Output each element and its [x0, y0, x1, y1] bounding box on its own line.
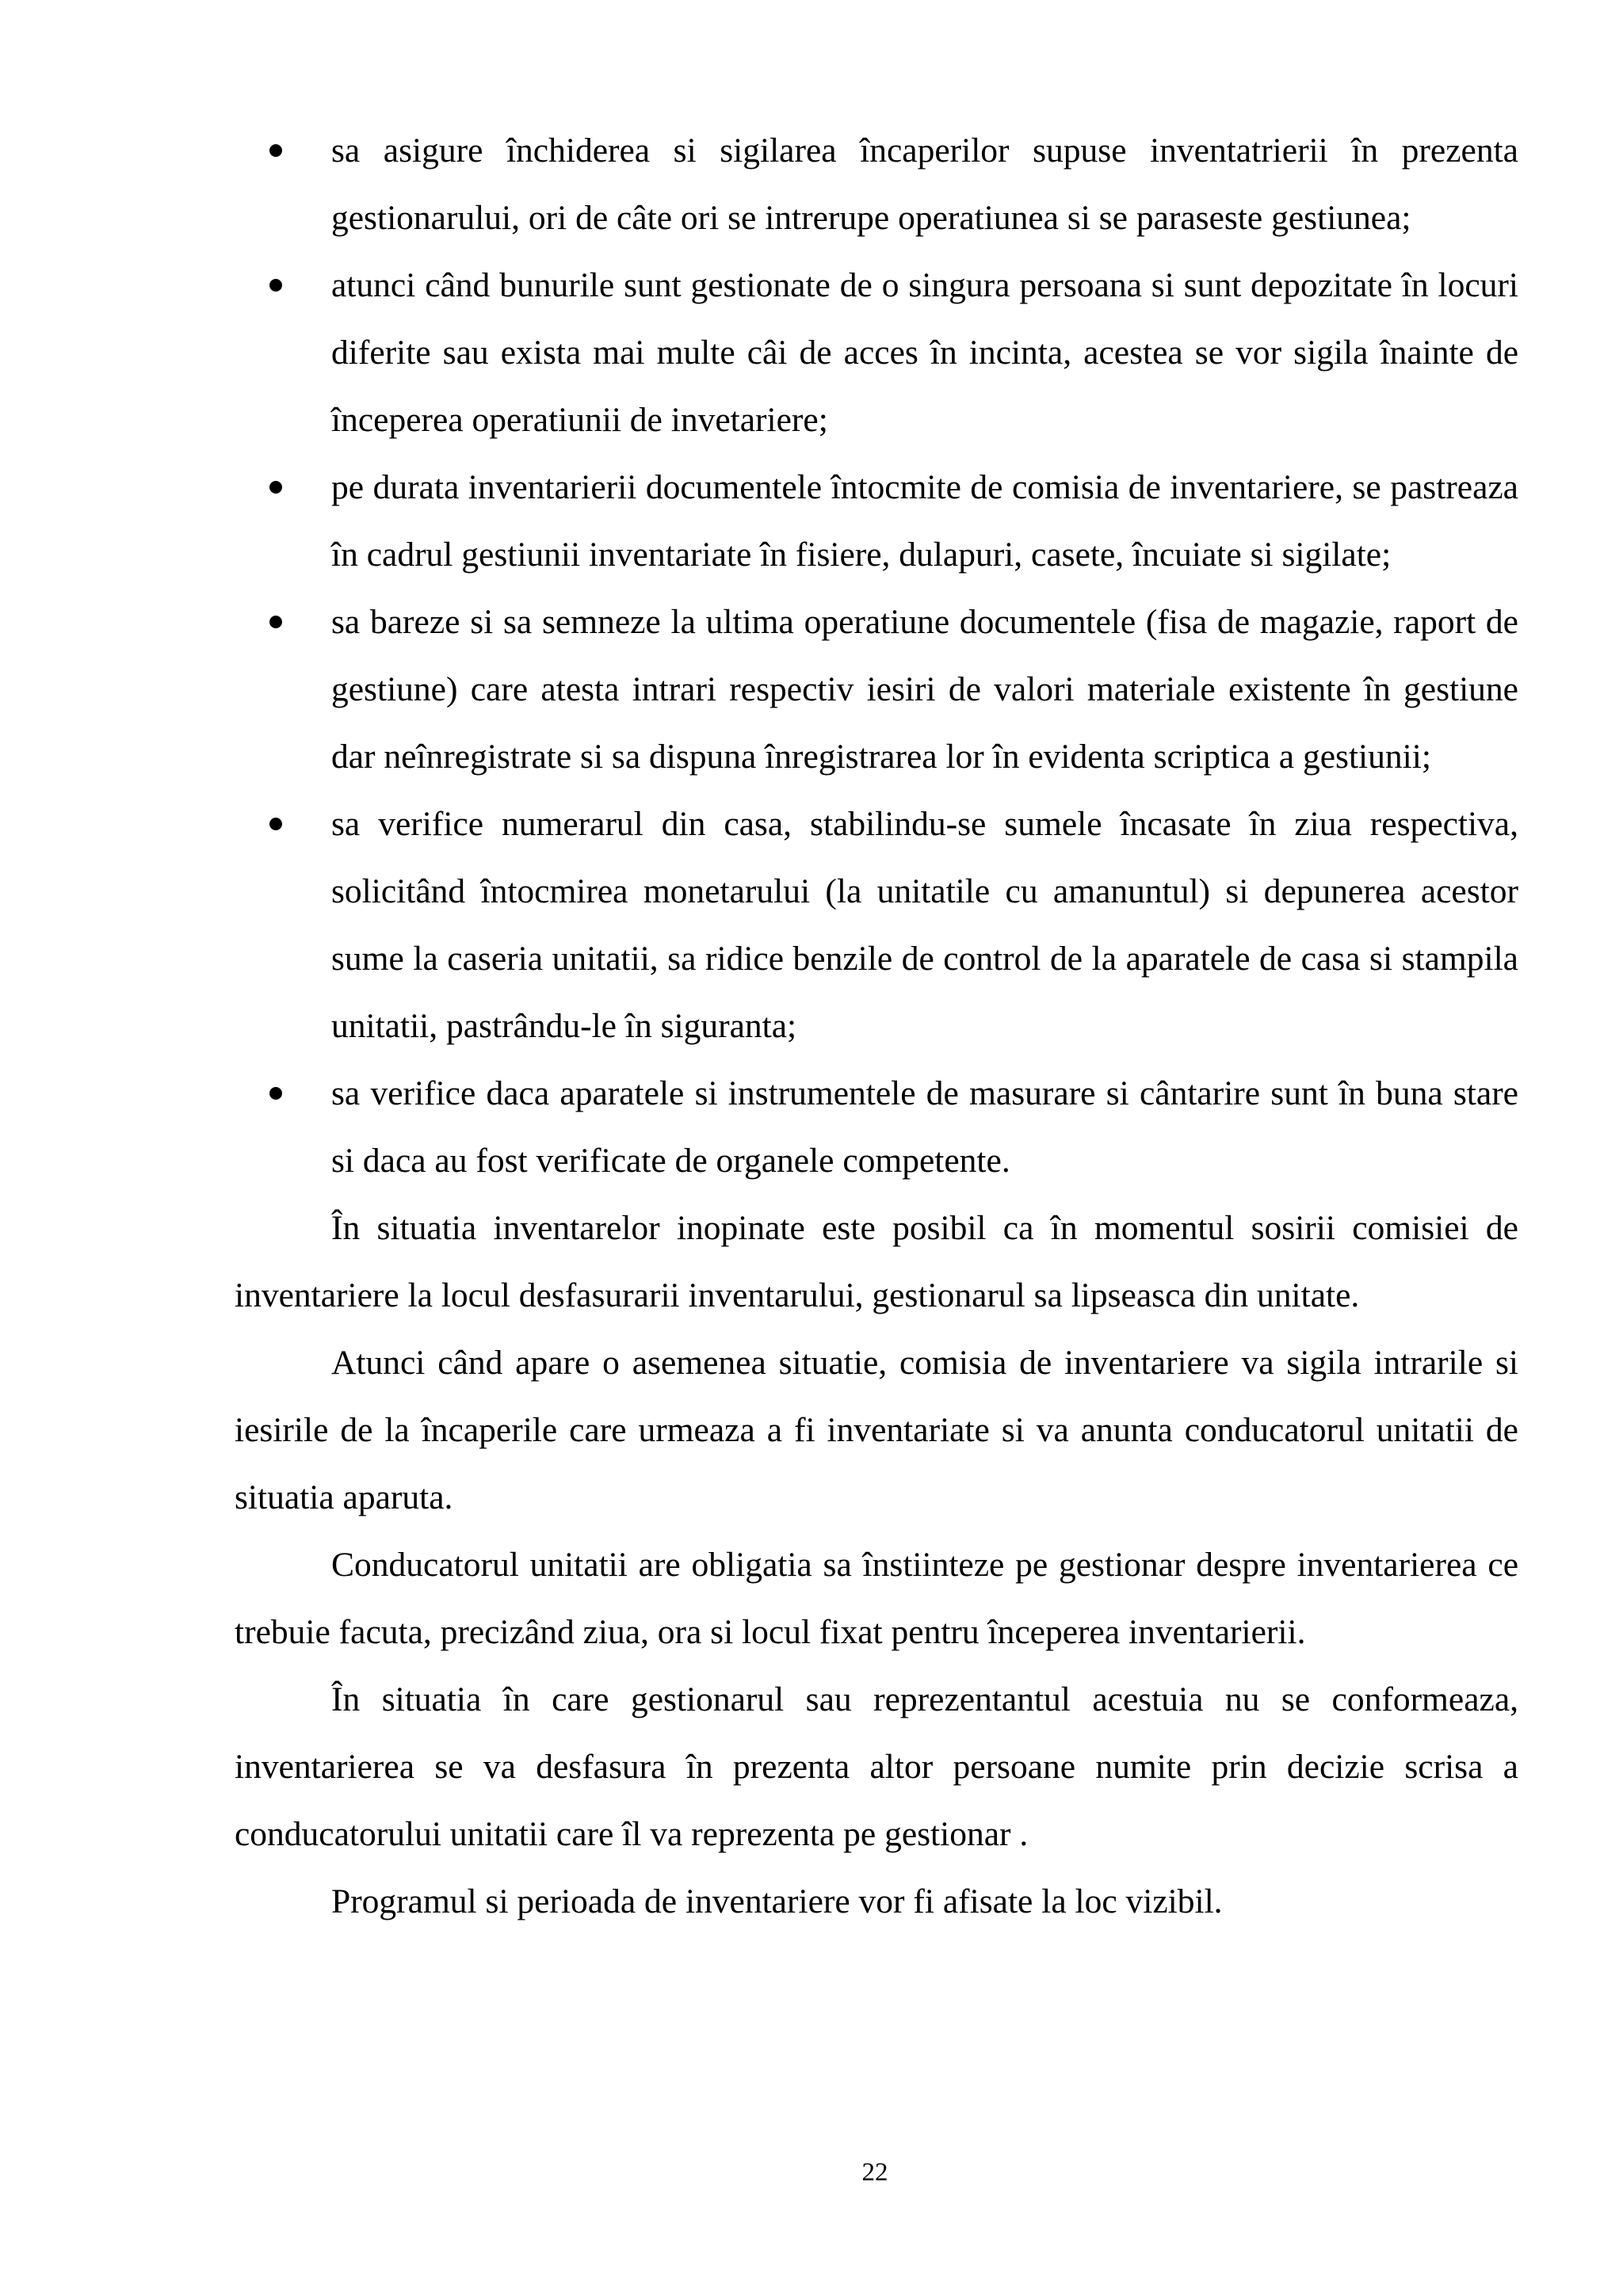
paragraph: În situatia inventarelor inopinate este posibil ca în momentul sosirii comisiei de inventariere la locul desfasurarii inventarului, gestionarul sa lipseasca din unitate.	[235, 1209, 1518, 1314]
bullet-list	[235, 117, 1518, 1195]
list-item	[235, 791, 1518, 1060]
page-content	[235, 117, 1518, 1936]
list-item-text: atunci când bunurile sunt gestionate de o singura persoana si sunt depozitate în locuri diferite sau exista mai multe câi de acces în incinta, acestea se vor sigila înainte de începerea operatiunii de invetariere;	[331, 266, 1518, 439]
list-item-text: sa verifice numerarul din casa, stabilindu-se sumele încasate în ziua respectiva, solicitând întocmirea monetarului (la unitatile cu amanuntul) si depunerea acestor sume la caseria unitatii, sa ridice benzile de control de la aparatele de casa si stampila unitatii, pastrându-le în siguranta;	[331, 805, 1518, 1045]
list-item-text: sa bareze si sa semneze la ultima operatiune documentele (fisa de magazie, raport de gestiune) care atesta intrari respectiv iesiri de valori materiale existente în gestiune dar neînregistrate si sa dispuna înregistrarea lor în evidenta scriptica a gestiunii;	[331, 603, 1518, 776]
list-item-text: pe durata inventarierii documentele întocmite de comisia de inventariere, se pastreaza în cadrul gestiunii inventariate în fisiere, dulapuri, casete, încuiate si sigilate;	[331, 468, 1518, 574]
list-item	[235, 1060, 1518, 1195]
list-item	[235, 454, 1518, 589]
page-number: 22	[861, 2158, 888, 2187]
list-item	[235, 589, 1518, 791]
bullet-icon	[269, 616, 282, 628]
bullet-icon	[269, 818, 282, 830]
list-item-text: sa asigure închiderea si sigilarea încaperilor supuse inventatrierii în prezenta gestionarului, ori de câte ori se intrerupe operatiunea si se paraseste gestiunea;	[331, 132, 1518, 237]
paragraph: Conducatorul unitatii are obligatia sa înstiinteze pe gestionar despre inventarierea ce trebuie facuta, precizând ziua, ora si locul fixat pentru începerea inventarierii.	[235, 1546, 1518, 1651]
paragraph: Atunci când apare o asemenea situatie, comisia de inventariere va sigila intrarile si iesirile de la încaperile care urmeaza a fi inventariate si va anunta conducatorul unitatii de situatia aparuta.	[235, 1344, 1518, 1516]
list-item-text: sa verifice daca aparatele si instrumentele de masurare si cântarire sunt în buna stare si daca au fost verificate de organele competente.	[331, 1074, 1518, 1180]
paragraph: În situatia în care gestionarul sau reprezentantul acestuia nu se conformeaza, inventarierea se va desfasura în prezenta altor persoane numite prin decizie scrisa a conducatorului unitatii care îl va reprezenta pe gestionar .	[235, 1680, 1518, 1853]
bullet-icon	[269, 144, 282, 157]
bullet-icon	[269, 1087, 282, 1100]
bullet-icon	[269, 481, 282, 494]
bullet-icon	[269, 279, 282, 292]
list-item	[235, 117, 1518, 252]
list-item	[235, 252, 1518, 454]
paragraph: Programul si perioada de inventariere vor fi afisate la loc vizibil.	[331, 1882, 1223, 1920]
